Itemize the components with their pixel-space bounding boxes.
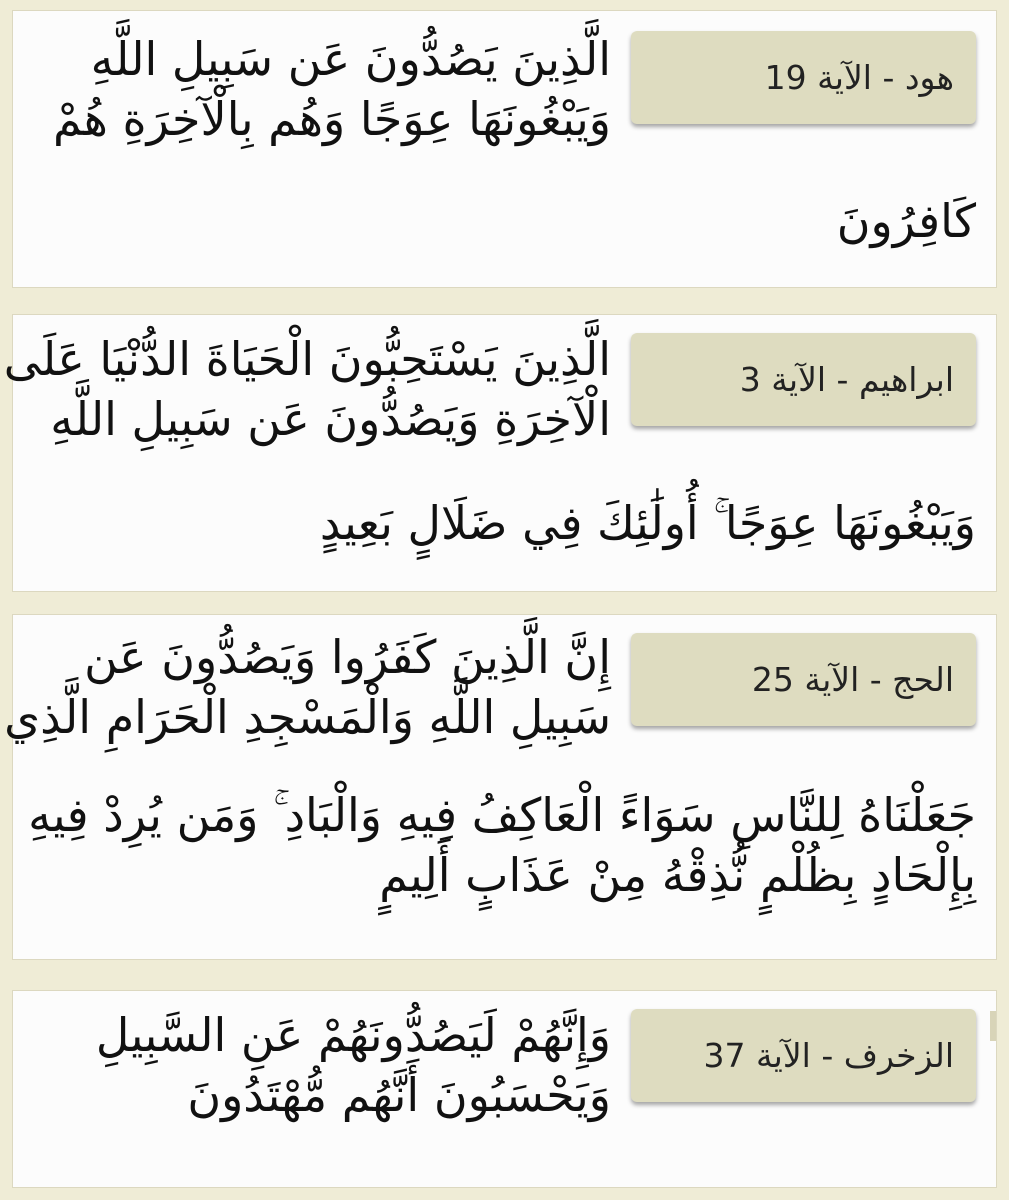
- verse-line: كَافِرُونَ: [836, 194, 976, 248]
- verse-reference: ابراهيم - الآية 3: [739, 360, 954, 399]
- scroll-indicator: [990, 1011, 996, 1041]
- verse-reference: الحج - الآية 25: [751, 660, 954, 699]
- verse-line: إِنَّ الَّذِينَ كَفَرُوا وَيَصُدُّونَ عَن: [84, 630, 611, 684]
- verse-text-continued: [837, 191, 976, 251]
- verse-line: وَإِنَّهُمْ لَيَصُدُّونَهُمْ عَنِ السَّبِيلِ: [95, 1008, 611, 1062]
- verse-text-continued: [28, 785, 976, 905]
- verse-line: الَّذِينَ يَسْتَحِبُّونَ الْحَيَاةَ الدُّنْيَا عَلَى: [3, 332, 611, 386]
- verse-text: [53, 29, 611, 149]
- verse-line: الْآخِرَةِ وَيَصُدُّونَ عَن سَبِيلِ اللَّهِ: [50, 392, 611, 446]
- verse-text: [4, 627, 611, 747]
- verse-text-continued: [320, 493, 976, 553]
- verse-text: [4, 329, 611, 449]
- verse-card-hajj: [4, 614, 997, 960]
- verse-line: وَيَبْغُونَهَا عِوَجًا وَهُم بِالْآخِرَةِ هُمْ: [53, 92, 611, 146]
- verse-card-ibrahim: [3, 314, 997, 592]
- verse-line: جَعَلْنَاهُ لِلنَّاسِ سَوَاءً الْعَاكِفُ فِيهِ وَالْبَادِ ۚ وَمَن يُرِدْ فِيهِ: [28, 788, 976, 842]
- verse-line: وَيَحْسَبُونَ أَنَّهُم مُّهْتَدُونَ: [187, 1068, 611, 1122]
- verse-line: سَبِيلِ اللَّهِ وَالْمَسْجِدِ الْحَرَامِ الَّذِي: [4, 690, 611, 744]
- verse-reference: الزخرف - الآية 37: [703, 1036, 954, 1075]
- verse-reference: هود - الآية 19: [764, 58, 954, 97]
- verse-text: [96, 1005, 611, 1125]
- verse-card-zukhruf: [12, 990, 997, 1188]
- verse-reference-badge: [631, 31, 976, 124]
- verse-line: بِإِلْحَادٍ بِظُلْمٍ نُّذِقْهُ مِنْ عَذَابٍ أَلِيمٍ: [379, 848, 976, 902]
- verse-reference-badge: [631, 633, 976, 726]
- verse-card-hud: [12, 10, 997, 288]
- verse-reference-badge: [631, 333, 976, 426]
- verse-line: الَّذِينَ يَصُدُّونَ عَن سَبِيلِ اللَّهِ: [90, 32, 611, 86]
- verse-reference-badge: [631, 1009, 976, 1102]
- verse-line: وَيَبْغُونَهَا عِوَجًا ۚ أُولَٰئِكَ فِي ضَلَالٍ بَعِيدٍ: [319, 496, 976, 550]
